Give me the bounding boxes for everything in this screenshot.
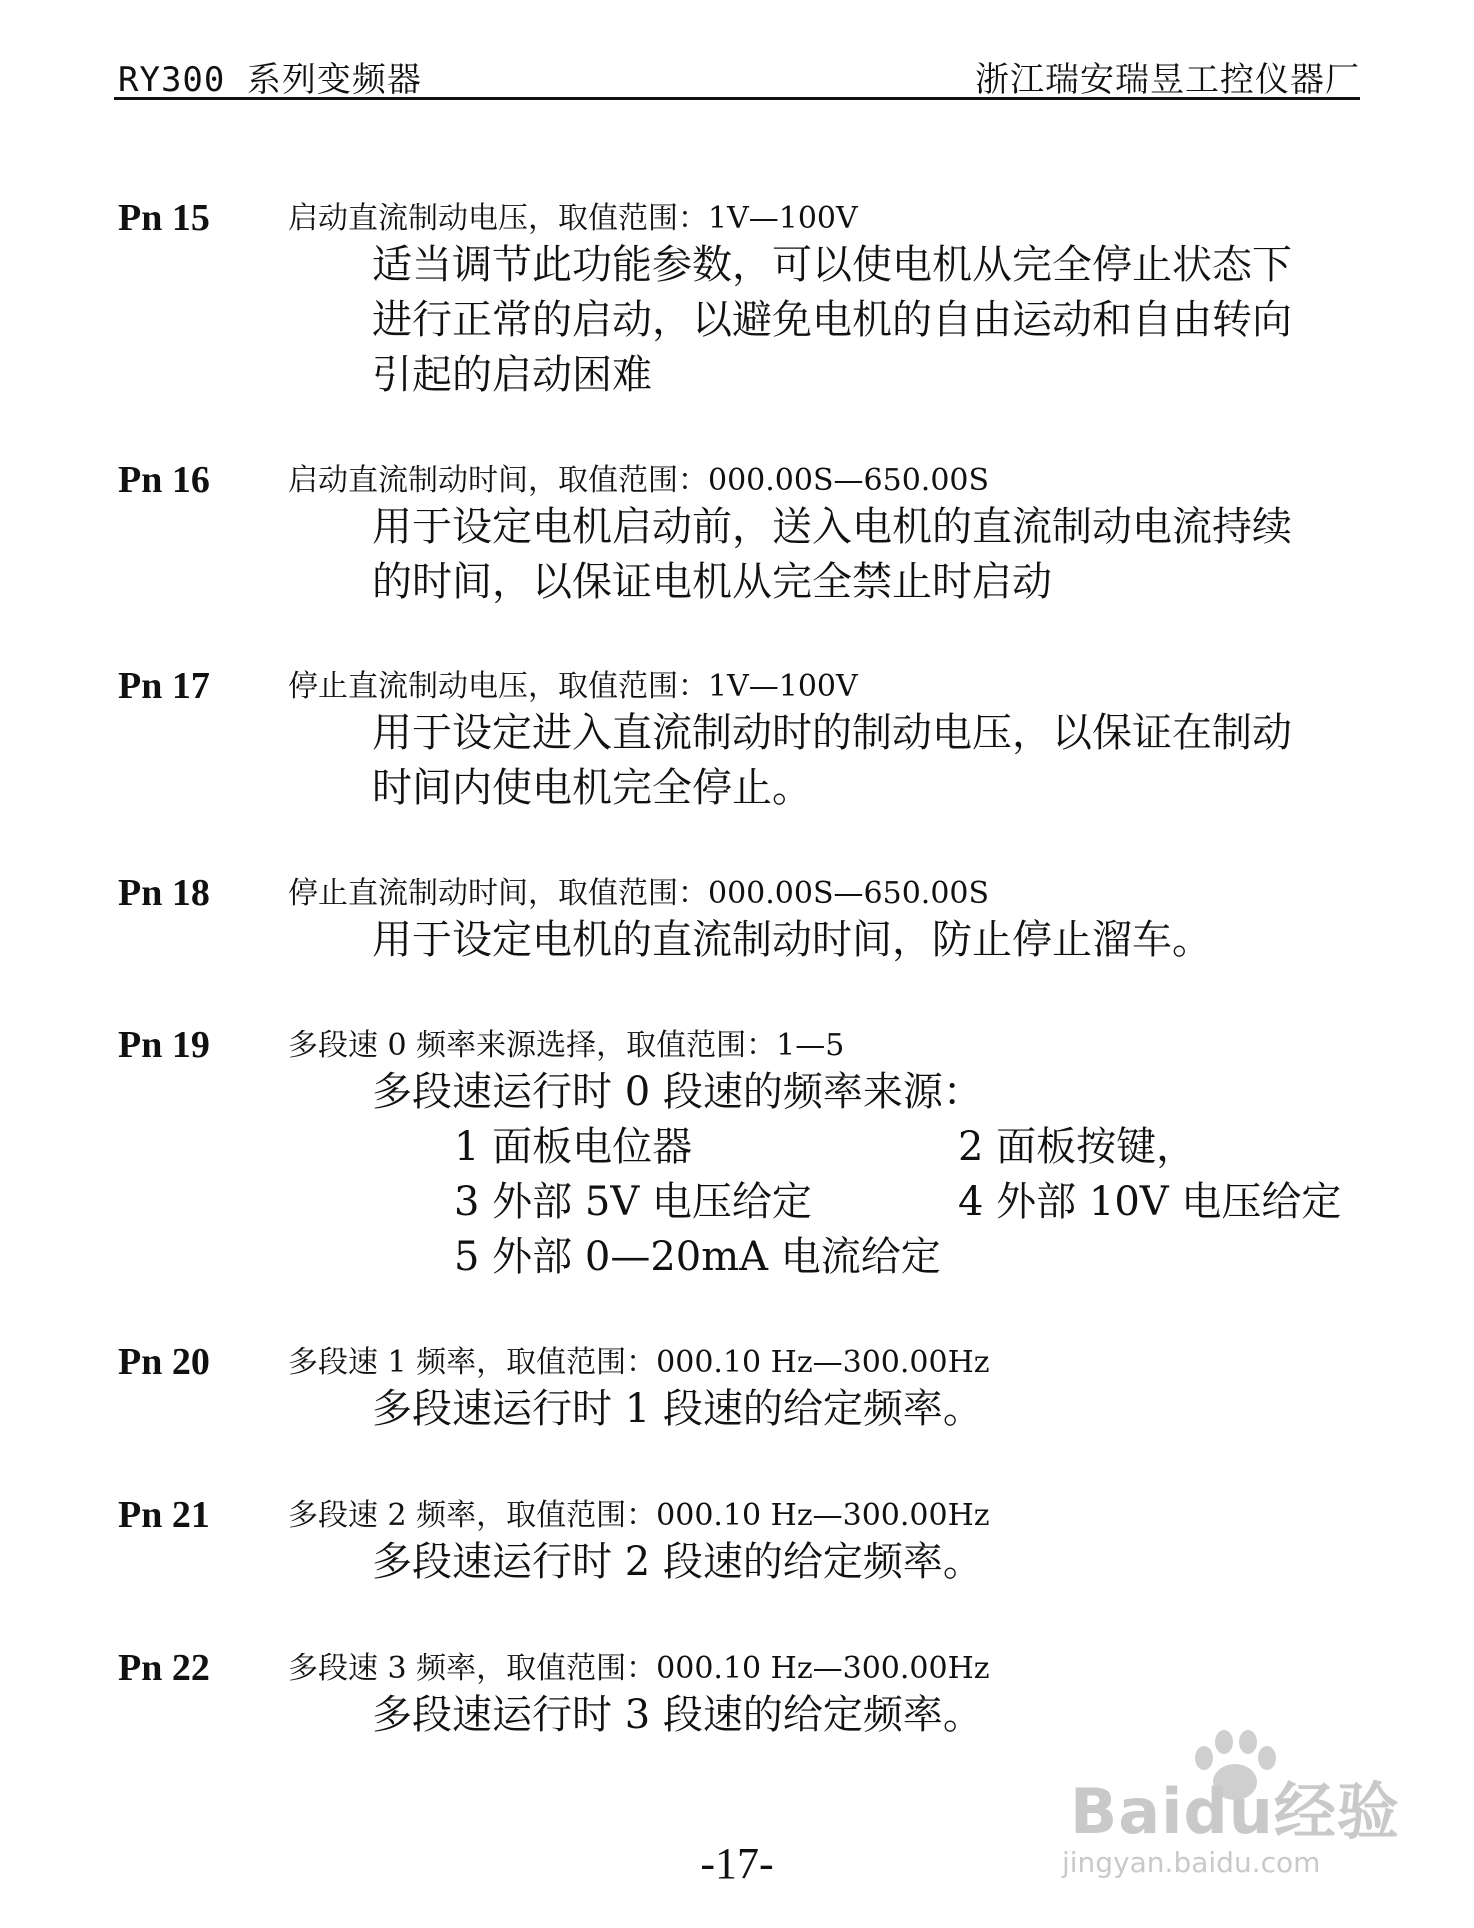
param-code: Pn 19 bbox=[118, 1024, 210, 1066]
param-title: 停止直流制动时间，取值范围：000.00S—650.00S bbox=[288, 876, 990, 911]
description-line: 多段速运行时 1 段速的给定频率。 bbox=[372, 1386, 983, 1432]
description-line: 时间内使电机完全停止。 bbox=[372, 765, 812, 811]
param-description bbox=[372, 1065, 1362, 1120]
option-row bbox=[454, 1175, 1354, 1230]
option-list bbox=[454, 1120, 1354, 1285]
description-line: 多段速运行时 2 段速的给定频率。 bbox=[372, 1539, 983, 1585]
param-code: Pn 16 bbox=[118, 459, 210, 501]
param-code: Pn 20 bbox=[118, 1341, 210, 1383]
option-item: 5 外部 0—20mA 电流给定 bbox=[454, 1234, 941, 1280]
description-line: 用于设定电机的直流制动时间，防止停止溜车。 bbox=[372, 917, 1212, 963]
header-company: 浙江瑞安瑞昱工控仪器厂 bbox=[975, 60, 1360, 100]
param-title: 停止直流制动电压，取值范围：1V—100V bbox=[288, 669, 858, 704]
param-code: Pn 17 bbox=[118, 665, 210, 707]
param-title: 多段速 2 频率，取值范围：000.10 Hz—300.00Hz bbox=[288, 1498, 990, 1533]
param-description bbox=[372, 706, 1362, 816]
description-line: 的时间，以保证电机从完全禁止时启动 bbox=[372, 559, 1052, 605]
description-line: 多段速运行时 3 段速的给定频率。 bbox=[372, 1692, 983, 1738]
param-title: 启动直流制动时间，取值范围：000.00S—650.00S bbox=[288, 463, 990, 498]
watermark-url: jingyan.baidu.com bbox=[1062, 1846, 1321, 1879]
param-description bbox=[372, 238, 1362, 403]
param-description bbox=[372, 1535, 1362, 1590]
watermark-logo: Baidu经验 bbox=[1070, 1775, 1400, 1848]
param-code: Pn 15 bbox=[118, 197, 210, 239]
option-item: 1 面板电位器 bbox=[454, 1124, 693, 1170]
description-line: 用于设定进入直流制动时的制动电压，以保证在制动 bbox=[372, 710, 1292, 756]
param-description bbox=[372, 913, 1362, 968]
description-line: 多段速运行时 0 段速的频率来源： bbox=[372, 1069, 983, 1115]
param-title: 多段速 0 频率来源选择，取值范围：1—5 bbox=[288, 1028, 845, 1063]
description-line: 适当调节此功能参数，可以使电机从完全停止状态下 bbox=[372, 242, 1292, 288]
option-item: 4 外部 10V 电压给定 bbox=[958, 1179, 1342, 1225]
description-line: 引起的启动困难 bbox=[372, 352, 652, 398]
param-title: 多段速 1 频率，取值范围：000.10 Hz—300.00Hz bbox=[288, 1345, 990, 1380]
param-code: Pn 21 bbox=[118, 1494, 210, 1536]
option-row bbox=[454, 1230, 1354, 1285]
param-code: Pn 22 bbox=[118, 1647, 210, 1689]
header-title: RY300 系列变频器 bbox=[118, 60, 422, 100]
param-title: 启动直流制动电压，取值范围：1V—100V bbox=[288, 201, 858, 236]
option-item: 2 面板按键， bbox=[958, 1124, 1197, 1170]
description-line: 进行正常的启动，以避免电机的自由运动和自由转向 bbox=[372, 297, 1292, 343]
page-number: -17- bbox=[700, 1839, 774, 1888]
param-title: 多段速 3 频率，取值范围：000.10 Hz—300.00Hz bbox=[288, 1651, 990, 1686]
param-description bbox=[372, 1382, 1362, 1437]
param-description bbox=[372, 500, 1362, 610]
header-rule bbox=[114, 97, 1360, 100]
option-item: 3 外部 5V 电压给定 bbox=[454, 1179, 812, 1225]
description-line: 用于设定电机启动前，送入电机的直流制动电流持续 bbox=[372, 504, 1292, 550]
param-code: Pn 18 bbox=[118, 872, 210, 914]
option-row bbox=[454, 1120, 1354, 1175]
